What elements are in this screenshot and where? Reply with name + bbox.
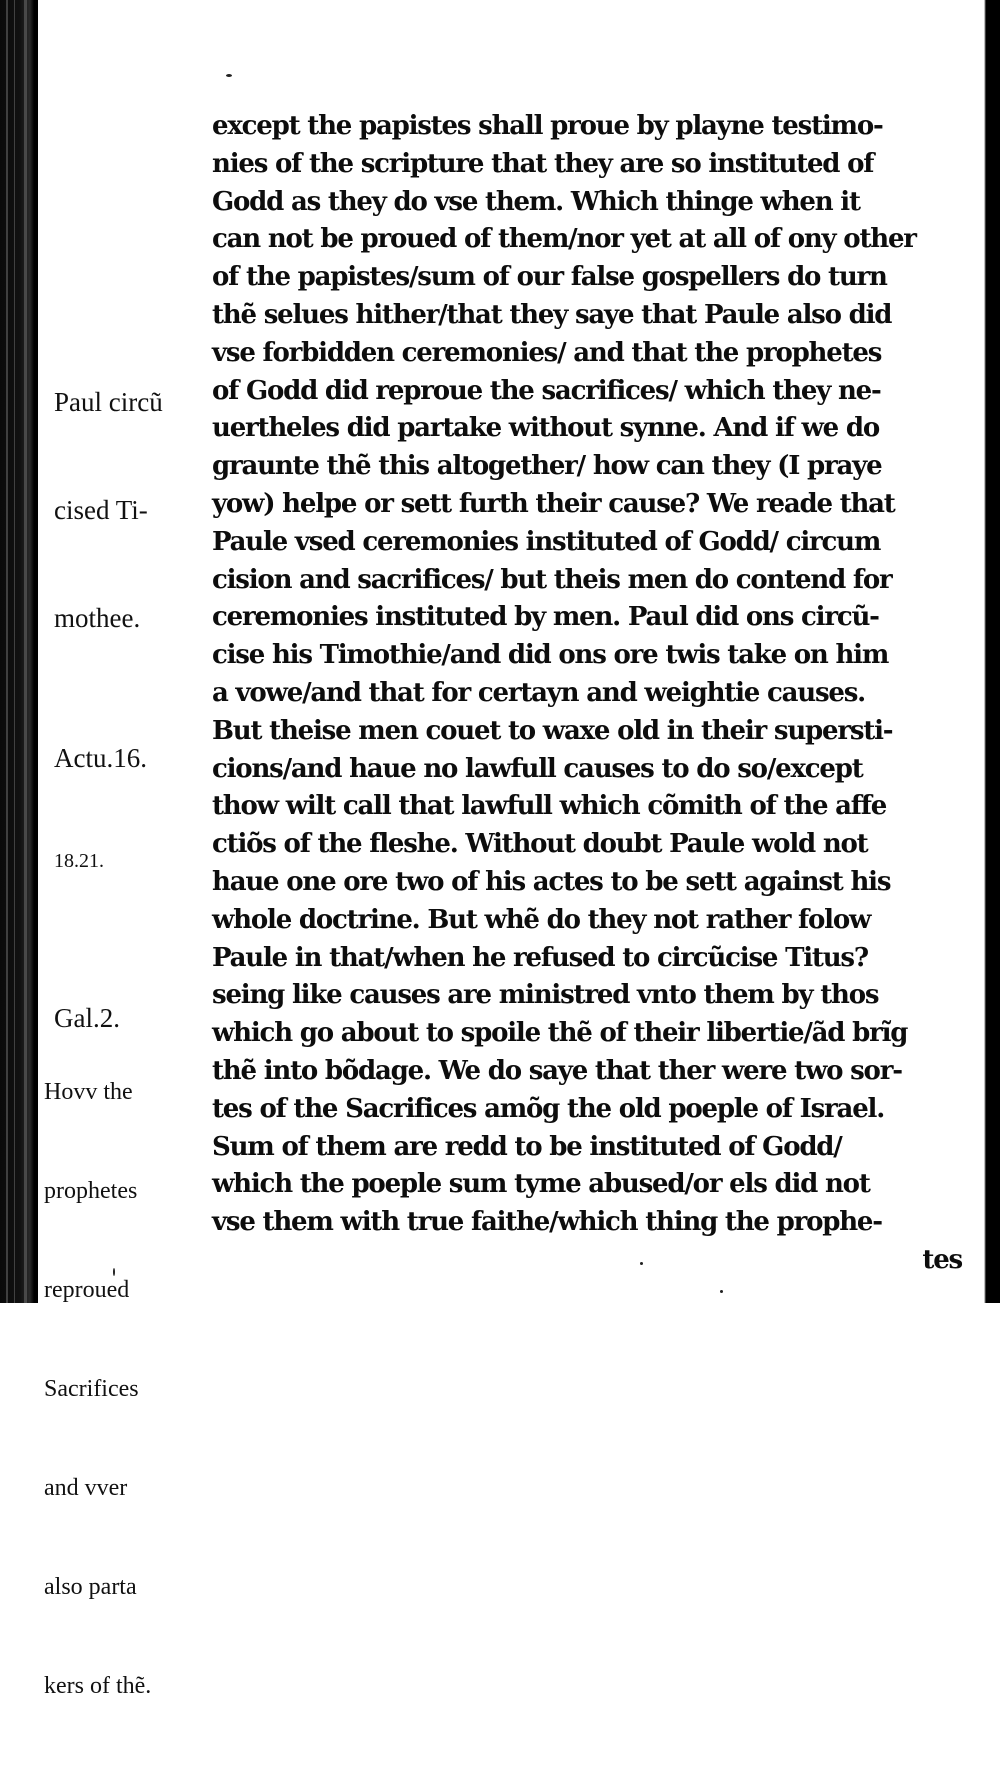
text-line: ctiõs of the fleshe. Without doubt Paule wold not bbox=[212, 829, 868, 860]
page-edge-shadow bbox=[970, 0, 1000, 1303]
text-line: cise his Timothie/and did ons ore twis take on him bbox=[212, 640, 889, 671]
margin-note-line: and vver bbox=[44, 1475, 128, 1501]
text-line: uertheles did partake without synne. And if we do bbox=[212, 413, 879, 444]
text-line: cions/and haue no lawfull causes to do so/except bbox=[212, 753, 863, 784]
text-line: thẽ into bõdage. We do saye that ther were two sor- bbox=[212, 1055, 902, 1086]
ink-speck bbox=[113, 1268, 115, 1276]
margin-note-line: also parta bbox=[44, 1574, 137, 1600]
text-line: yow) helpe or sett furth their cause? We reade that bbox=[212, 488, 895, 519]
text-line: haue one ore two of his actes to be sett against his bbox=[212, 866, 891, 897]
margin-note-line: reproued bbox=[44, 1277, 130, 1303]
text-line: vse forbidden ceremonies/ and that the prophetes bbox=[212, 337, 882, 368]
text-line: which go about to spoile thẽ of their libertie/ãd brĩg bbox=[212, 1018, 908, 1049]
text-line: vse them with true faithe/which thing the prophe- bbox=[212, 1207, 882, 1238]
margin-note-paul bbox=[54, 312, 163, 708]
margin-note-line: Actu.16. bbox=[54, 743, 147, 773]
margin-note-line: 18.21. bbox=[54, 850, 104, 872]
text-line: a vowe/and that for certayn and weightie causes. bbox=[212, 677, 866, 708]
margin-note-line: Sacrifices bbox=[44, 1376, 139, 1402]
text-line: tes of the Sacrifices amõg the old poeple of Israel. bbox=[212, 1093, 885, 1124]
margin-note-line: cised Ti- bbox=[54, 495, 148, 525]
text-line: graunte thẽ this altogether/ how can they (I praye bbox=[212, 451, 882, 482]
text-line: of Godd did reproue the sacrifices/ which they ne- bbox=[212, 375, 881, 406]
text-line: seing like causes are ministred vnto them by thos bbox=[212, 980, 879, 1011]
margin-note-line: Hovv the bbox=[44, 1079, 133, 1105]
catchword: tes bbox=[922, 1244, 962, 1275]
ink-speck bbox=[226, 74, 232, 77]
text-line: thẽ selues hither/that they saye that Paule also did bbox=[212, 299, 892, 330]
ink-speck bbox=[720, 1290, 723, 1293]
text-line: But theise men couet to waxe old in their supersti- bbox=[212, 715, 893, 746]
text-line: except the papistes shall proue by playne testimo- bbox=[212, 111, 883, 141]
text-line: thow wilt call that lawfull which cõmith of the affe bbox=[212, 791, 887, 822]
margin-note-line: Paul circũ bbox=[54, 387, 163, 417]
text-line: can not be proued of them/nor yet at all of ony other bbox=[212, 224, 916, 255]
text-line: cision and sacrifices/ but theis men do contend for bbox=[212, 564, 892, 595]
margin-note-line: Gal.2. bbox=[54, 1003, 120, 1033]
text-line: ceremonies instituted by men. Paul did ons circũ- bbox=[212, 602, 879, 633]
text-line: Sum of them are redd to be instituted of Godd/ bbox=[212, 1131, 842, 1162]
margin-note-line: prophetes bbox=[44, 1178, 138, 1204]
text-line: Paule in that/when he refused to circũcise Titus? bbox=[212, 942, 868, 973]
margin-notes bbox=[44, 0, 209, 1699]
margin-note-actu bbox=[54, 668, 147, 946]
text-line: Godd as they do vse them. Which thinge when it bbox=[212, 186, 860, 217]
text-line: which the poeple sum tyme abused/or els did not bbox=[212, 1169, 870, 1200]
text-line: whole doctrine. But whẽ do they not rather folow bbox=[212, 904, 871, 935]
margin-note-line: mothee. bbox=[54, 603, 141, 633]
book-gutter-shadow bbox=[0, 0, 38, 1303]
margin-note-hovv bbox=[44, 1010, 151, 1769]
text-line: nies of the scripture that they are so instituted of bbox=[212, 148, 874, 179]
text-line: Paule vsed ceremonies instituted of Godd/ circum bbox=[212, 526, 881, 557]
main-text-block bbox=[212, 108, 972, 1280]
ink-speck bbox=[640, 1262, 643, 1265]
text-line: of the papistes/sum of our false gospellers do turn bbox=[212, 262, 887, 293]
margin-note-line: kers of thẽ. bbox=[44, 1673, 152, 1699]
